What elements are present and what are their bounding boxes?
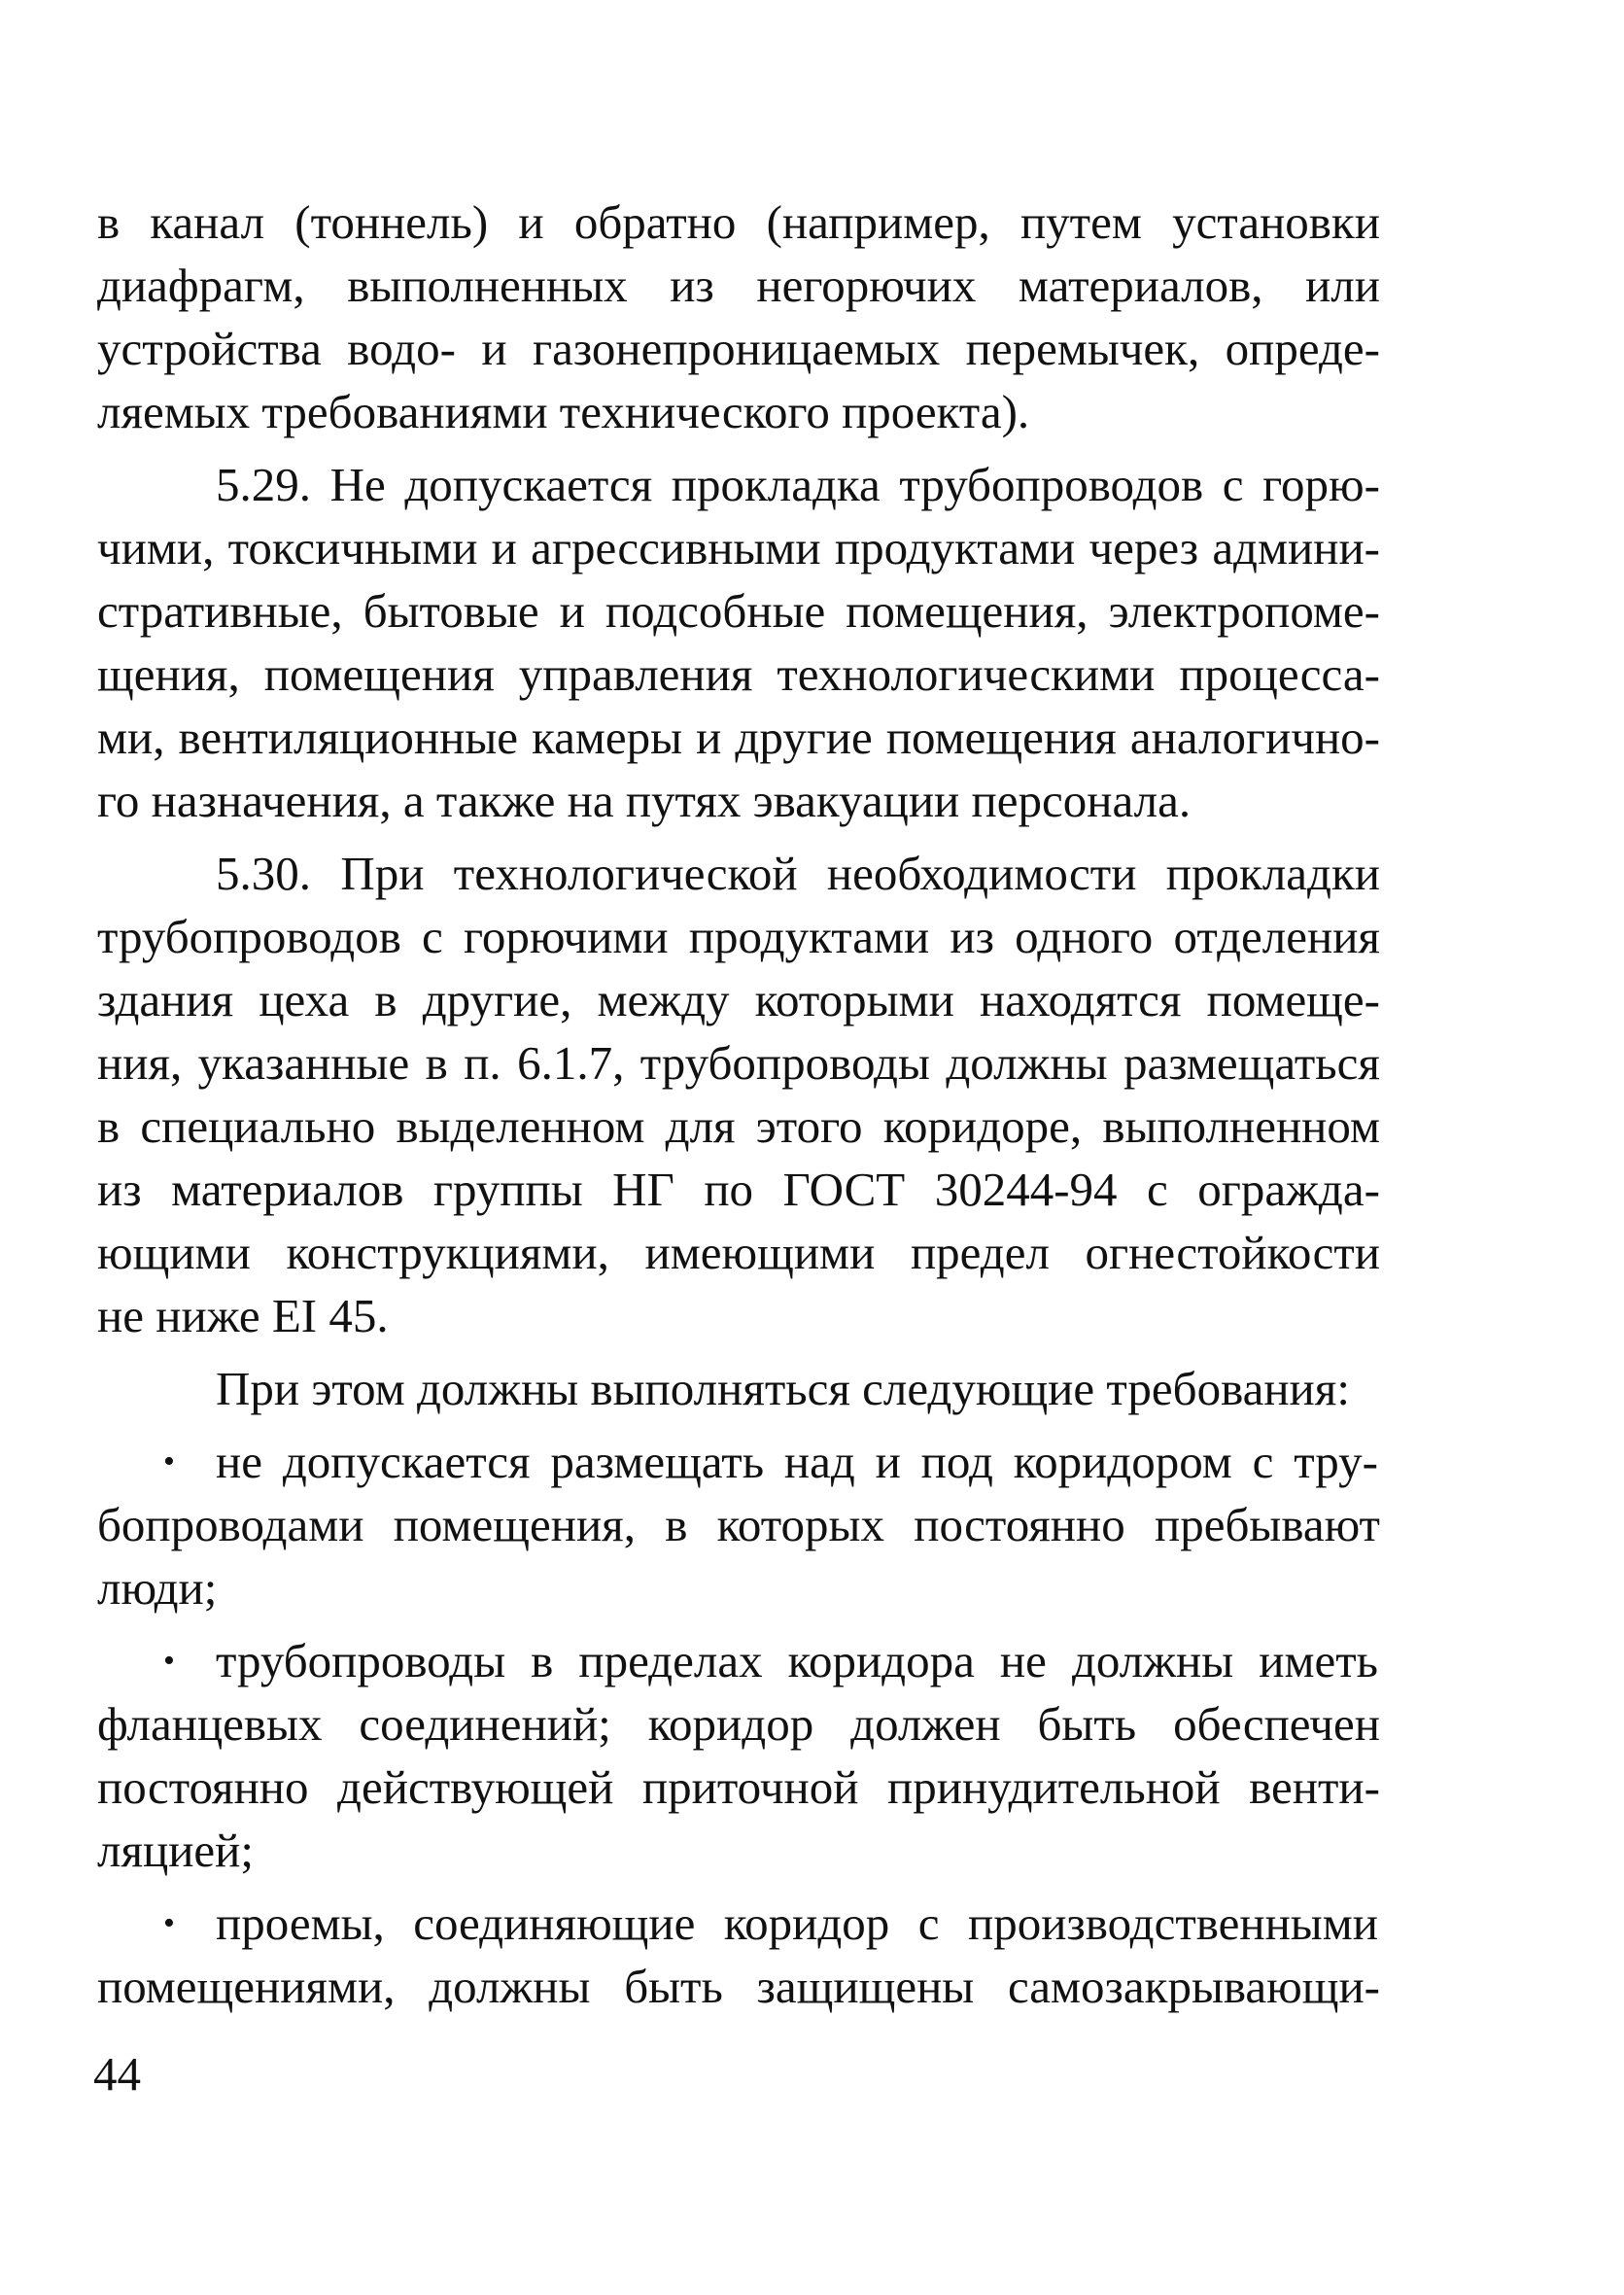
text-line: ляцией; bbox=[97, 1824, 255, 1877]
paragraph-continuation bbox=[97, 191, 1380, 443]
text-line: не допускается размещать над и под коридором с тру- bbox=[216, 1435, 1378, 1488]
text-line: щения, помещения управления технологическими процесса- bbox=[97, 647, 1380, 701]
text-line: 5.30. При технологической необходимости прокладки bbox=[216, 847, 1380, 900]
section-5-30 bbox=[97, 842, 1380, 1347]
text-line-first bbox=[97, 1892, 1380, 1955]
bullet-item-3 bbox=[97, 1892, 1380, 2018]
text-line: ния, указанные в п. 6.1.7, трубопроводы должны размещаться bbox=[97, 1036, 1380, 1090]
text-line: из материалов группы НГ по ГОСТ 30244-94 с огражда- bbox=[97, 1163, 1380, 1216]
text-line-first bbox=[97, 1430, 1380, 1493]
bullet-item-2 bbox=[97, 1629, 1380, 1882]
text-line: ми, вентиляционные камеры и другие помещения аналогично- bbox=[97, 711, 1380, 764]
text-line: бопроводами помещения, в которых постоянно пребывают bbox=[97, 1498, 1380, 1551]
text-line: в специально выделенном для этого коридоре, выполненном bbox=[97, 1099, 1380, 1153]
text-line: 5.29. Не допускается прокладка трубопроводов с горю- bbox=[216, 458, 1380, 511]
page-body bbox=[97, 191, 1380, 2018]
text-line: люди; bbox=[97, 1561, 218, 1615]
text-line: ющими конструкциями, имеющими предел огнестойкости bbox=[97, 1226, 1380, 1279]
requirements-intro bbox=[97, 1357, 1380, 1420]
bullet-icon: • bbox=[163, 1443, 175, 1479]
bullet-item-1 bbox=[97, 1430, 1380, 1619]
text-line: трубопроводы в пределах коридора не должны иметь bbox=[216, 1634, 1378, 1687]
bullet-icon: • bbox=[163, 1643, 175, 1679]
section-5-29 bbox=[97, 453, 1380, 832]
text-line: чими, токсичными и агрессивными продуктами через админи- bbox=[97, 521, 1380, 574]
text-line: ляемых требованиями технического проекта). bbox=[97, 385, 1030, 438]
text-line: не ниже EI 45. bbox=[97, 1289, 389, 1342]
text-line: в канал (тоннель) и обратно (например, путем установки bbox=[97, 195, 1380, 249]
text-line: трубопроводов с горючими продуктами из одного отделения bbox=[97, 910, 1380, 963]
text-line: здания цеха в другие, между которыми находятся помеще- bbox=[97, 973, 1380, 1026]
text-line-first bbox=[97, 1629, 1380, 1692]
text-line: фланцевых соединений; коридор должен быть обеспечен bbox=[97, 1697, 1380, 1751]
text-line: стративные, бытовые и подсобные помещения, электропоме- bbox=[97, 584, 1380, 638]
text-line: диафрагм, выполненных из негорючих материалов, или bbox=[97, 259, 1380, 312]
page-number: 44 bbox=[93, 2047, 141, 2101]
bullet-icon: • bbox=[163, 1905, 175, 1941]
text-line: проемы, соединяющие коридор с производственными bbox=[216, 1896, 1378, 1950]
text-line: устройства водо- и газонепроницаемых перемычек, опреде- bbox=[97, 322, 1380, 375]
text-line: постоянно действующей приточной принудительной венти- bbox=[97, 1760, 1380, 1814]
text-line: го назначения, а также на путях эвакуации персонала. bbox=[97, 774, 1192, 827]
text-line: помещениями, должны быть защищены самозакрывающи- bbox=[97, 1960, 1380, 2013]
text-line: При этом должны выполняться следующие требования: bbox=[216, 1362, 1350, 1415]
